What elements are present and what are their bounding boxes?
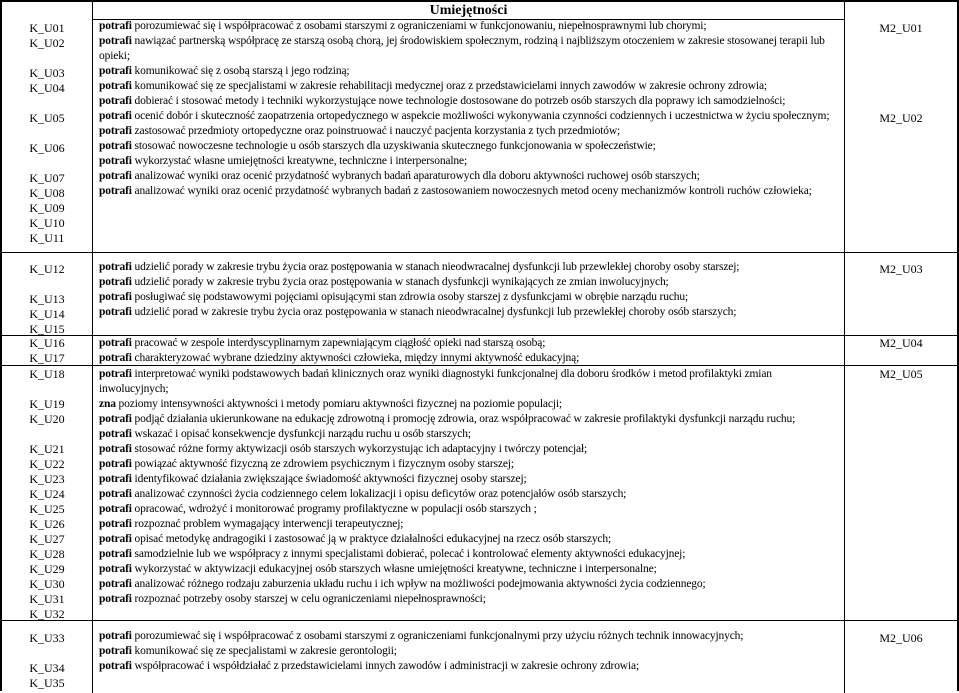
skill-row: potrafi zastosować przedmioty ortopedyczne oraz poinstruować i nauczyć pacjenta korzystania z tych przedmiotów; bbox=[99, 125, 621, 137]
code: K_U14 bbox=[29, 307, 65, 321]
code: K_U05 bbox=[29, 111, 65, 125]
code-list-2 bbox=[2, 262, 92, 337]
code: K_U07 bbox=[29, 171, 65, 185]
skill-row: potrafi podjąć działania ukierunkowane na edukację zdrowotną i promocję zdrowia, oraz współpracować w zakresie profilaktyki dysfunkcji narządu ruchu; bbox=[99, 413, 796, 425]
code: K_U34 bbox=[29, 661, 65, 675]
skill-list-5 bbox=[99, 629, 843, 674]
skill-row: potrafi komunikować się z osobą starszą i jego rodziną; bbox=[99, 65, 350, 77]
section-divider bbox=[2, 252, 957, 253]
m2-code: M2_U03 bbox=[879, 262, 923, 276]
code-list-5 bbox=[2, 631, 92, 691]
code: K_U08 bbox=[29, 186, 65, 200]
code: K_U20 bbox=[29, 412, 65, 426]
skill-row: potrafi pracować w zespole interdyscyplinarnym zapewniającym ciągłość opieki nad starszą osobą; bbox=[99, 337, 546, 349]
skill-row: potrafi interpretować wyniki podstawowych badań klinicznych oraz wyniki diagnostyki funkcjonalnej dla doboru środków i metod profilaktyki zmian inwolucyjnych; bbox=[99, 368, 772, 395]
skill-row: potrafi ocenić dobór i skuteczność zaopatrzenia ortopedycznego w aspekcie możliwości wykonywania czynności codziennych i uczestnictwa w życiu społecznym; bbox=[99, 110, 830, 122]
m2-code: M2_U01 bbox=[879, 21, 923, 35]
skill-row: potrafi analizować różnego rodzaju zaburzenia układu ruchu i ich wpływ na możliwości podejmowania aktywności życia codziennego; bbox=[99, 578, 706, 590]
skill-list-4 bbox=[99, 367, 843, 607]
skill-list-1 bbox=[99, 19, 843, 199]
code: K_U21 bbox=[29, 442, 65, 456]
skill-row: potrafi powiązać aktywność fizyczną ze zdrowiem psychicznym i fizycznym osoby starszej; bbox=[99, 458, 514, 470]
skill-row: potrafi udzielić porad w zakresie trybu życia oraz postępowania w stanach nieodwracalnej dysfunkcji lub przewlekłej choroby osób starszych; bbox=[99, 306, 737, 318]
code: K_U33 bbox=[29, 631, 65, 645]
code: K_U31 bbox=[29, 592, 65, 606]
code: K_U12 bbox=[29, 262, 65, 276]
code: K_U17 bbox=[29, 351, 65, 365]
skill-row: potrafi analizować wyniki oraz ocenić przydatność wybranych badań aparaturowych dla doboru aktywności ruchowej osób starszych; bbox=[99, 170, 700, 182]
code: K_U03 bbox=[29, 66, 65, 80]
code: K_U29 bbox=[29, 562, 65, 576]
code: K_U19 bbox=[29, 397, 65, 411]
skill-row: potrafi posługiwać się podstawowymi pojęciami opisującymi stan zdrowia osoby starszej z dysfunkcjami w obrębie narządu ruchu; bbox=[99, 291, 689, 303]
skill-row: potrafi wykorzystać w aktywizacji edukacyjnej osób starszych własne umiejętności kreatywne, techniczne i interpersonalne; bbox=[99, 563, 657, 575]
skill-row: potrafi charakteryzować wybrane dziedziny aktywności człowieka, między innymi aktywność edukacyjną; bbox=[99, 352, 580, 364]
code: K_U16 bbox=[29, 336, 65, 350]
code: K_U23 bbox=[29, 472, 65, 486]
code: K_U01 bbox=[29, 21, 65, 35]
code: K_U11 bbox=[29, 231, 65, 245]
m2-code: M2_U02 bbox=[879, 111, 923, 125]
code: K_U15 bbox=[29, 322, 65, 336]
code: K_U32 bbox=[29, 607, 65, 621]
skill-row: potrafi porozumiewać się i współpracować z osobami starszymi z ograniczeniami funkcjonalnymi przy użyciu różnych technik innowacyjnych; bbox=[99, 630, 744, 642]
code: K_U22 bbox=[29, 457, 65, 471]
code-list-1 bbox=[2, 21, 92, 246]
section-divider bbox=[2, 620, 957, 621]
code: K_U28 bbox=[29, 547, 65, 561]
code: K_U09 bbox=[29, 201, 65, 215]
code: K_U24 bbox=[29, 487, 65, 501]
skill-row: potrafi wykorzystać własne umiejętności kreatywne, techniczne i interpersonalne; bbox=[99, 155, 468, 167]
skill-row: potrafi opisać metodykę andragogiki i zastosować ją w praktyce działalności edukacyjnej na rzecz osób starszych; bbox=[99, 533, 612, 545]
skill-row: potrafi analizować czynności życia codziennego celem lokalizacji i opisu deficytów oraz potencjałów osób starszych; bbox=[99, 488, 627, 500]
m2-code: M2_U05 bbox=[879, 367, 923, 381]
code-list-3 bbox=[2, 336, 92, 366]
skill-list-3 bbox=[99, 336, 843, 366]
skill-row: potrafi wskazać i opisać konsekwencje dysfunkcji narządu ruchu u osób starszych; bbox=[99, 428, 471, 440]
skill-row: potrafi współpracować i współdziałać z przedstawicielami innych zawodów i administracji w zakresie ochrony zdrowia; bbox=[99, 660, 640, 672]
skill-row: potrafi analizować wyniki oraz ocenić przydatność wybranych badań z zastosowaniem nowoczesnych metod oceny mechanizmów kontroli ruchów człowieka; bbox=[99, 185, 812, 197]
code: K_U30 bbox=[29, 577, 65, 591]
skill-row: potrafi komunikować się ze specjalistami w zakresie gerontologii; bbox=[99, 645, 397, 657]
table-header: Umiejętności bbox=[93, 2, 844, 20]
skill-row: potrafi opracować, wdrożyć i monitorować programy profilaktyczne w populacji osób starszych ; bbox=[99, 503, 537, 515]
code: K_U25 bbox=[29, 502, 65, 516]
code-list-4 bbox=[2, 367, 92, 622]
skill-row: potrafi rozpoznać potrzeby osoby starszej w celu ograniczeniami niepełnosprawności; bbox=[99, 593, 486, 605]
skill-row: potrafi porozumiewać się i współpracować z osobami starszymi z ograniczeniami w funkcjonowaniu, niepełnosprawnymi lub chorymi; bbox=[99, 20, 707, 32]
skill-row: potrafi samodzielnie lub we współpracy z innymi specjalistami dobierać, polecać i kontrolować elementy aktywności edukacyjnej; bbox=[99, 548, 686, 560]
skill-row: potrafi udzielić porady w zakresie trybu życia oraz postępowania w stanach nieodwracalnej dysfunkcji lub przewlekłej choroby osoby starszej; bbox=[99, 261, 740, 273]
code: K_U13 bbox=[29, 292, 65, 306]
skill-row: potrafi stosować nowoczesne technologie u osób starszych dla uzyskiwania skutecznego funkcjonowania w społeczeństwie; bbox=[99, 140, 656, 152]
code: K_U26 bbox=[29, 517, 65, 531]
skill-row: potrafi udzielić porady w zakresie trybu życia oraz postępowania w stanach dysfunkcji wynikających ze zmian inwolucyjnych; bbox=[99, 276, 669, 288]
skill-row: potrafi stosować różne formy aktywizacji osób starszych wykorzystując ich adaptacyjny i twórczy potencjał; bbox=[99, 443, 588, 455]
m2-code: M2_U04 bbox=[879, 336, 923, 350]
code: K_U06 bbox=[29, 141, 65, 155]
skill-row: potrafi identyfikować działania zwiększające świadomość aktywności fizycznej osoby starszej; bbox=[99, 473, 527, 485]
code: K_U35 bbox=[29, 676, 65, 690]
code: K_U10 bbox=[29, 216, 65, 230]
code: K_U02 bbox=[29, 36, 65, 50]
m2-code: M2_U06 bbox=[879, 631, 923, 645]
code: K_U04 bbox=[29, 81, 65, 95]
skill-row: potrafi dobierać i stosować metody i techniki wykorzystujące nowe technologie dostosowane do potrzeb osób starszych dla poprawy ich samodzielności; bbox=[99, 95, 786, 107]
code: K_U18 bbox=[29, 367, 65, 381]
skill-row: potrafi komunikować się ze specjalistami w zakresie rehabilitacji medycznej oraz z przedstawicielami innych zawodów w zakresie ochrony zdrowia; bbox=[99, 80, 767, 92]
skill-row: potrafi nawiązać partnerską współpracę ze starszą osobą chorą, jej środowiskiem społecznym, rodziną i najbliższym otoczeniem w zakresie stosowanej terapii lub opieki; bbox=[99, 35, 825, 62]
code: K_U27 bbox=[29, 532, 65, 546]
skill-row: zna poziomy intensywności aktywności i metody pomiaru aktywności fizycznej na poziomie populacji; bbox=[99, 398, 562, 410]
skill-row: potrafi rozpoznać problem wymagający interwencji terapeutycznej; bbox=[99, 518, 404, 530]
skill-list-2 bbox=[99, 260, 843, 320]
